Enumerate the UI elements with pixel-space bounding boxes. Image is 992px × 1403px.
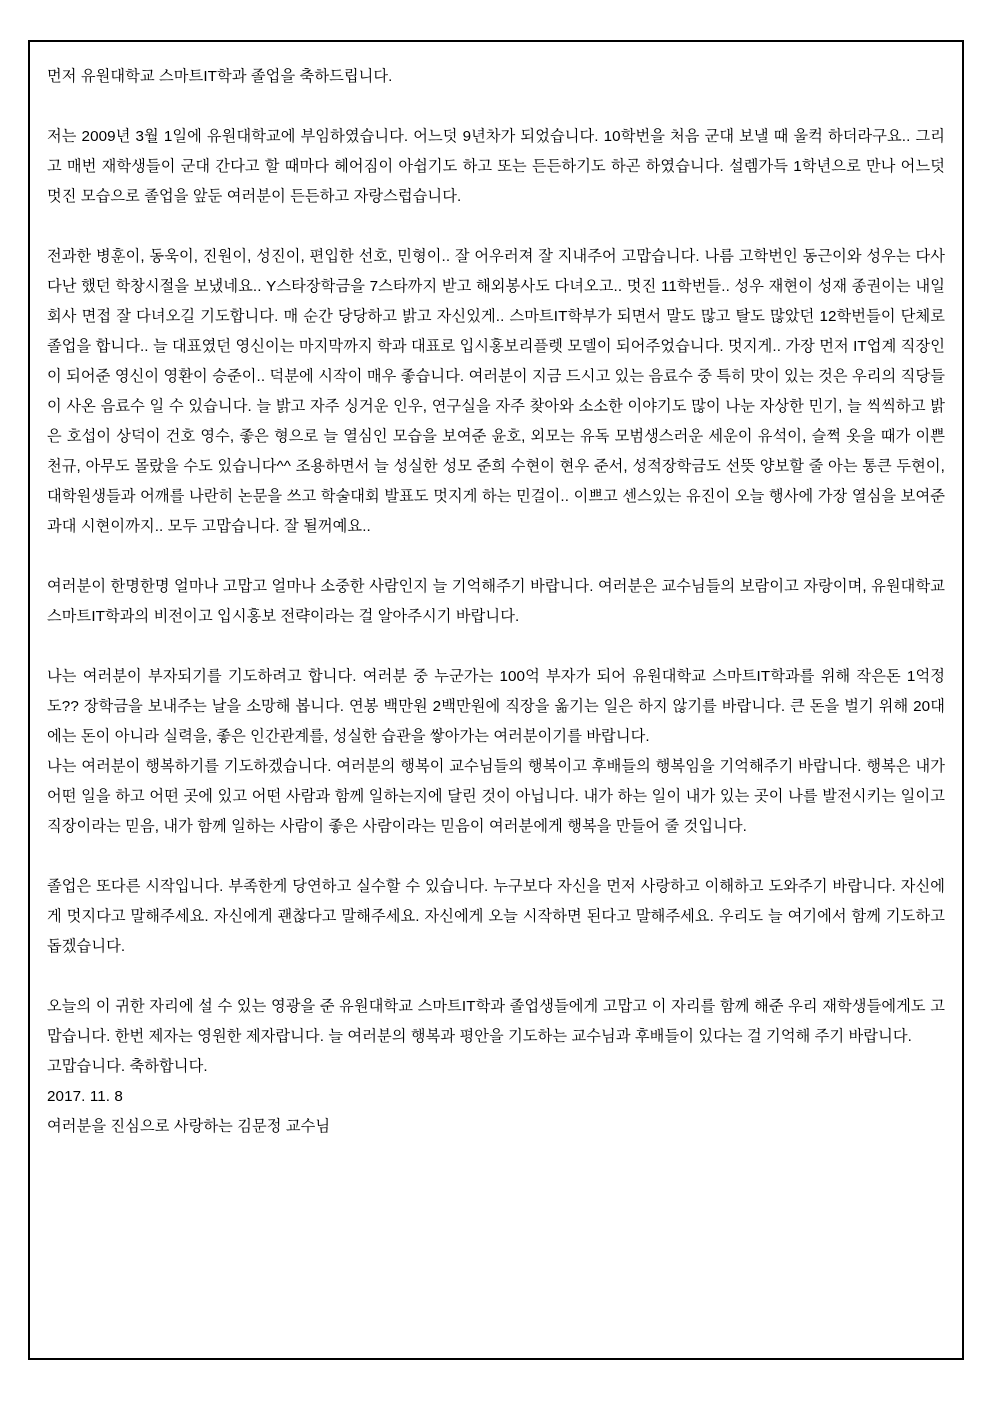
paragraph-spacer <box>47 542 945 572</box>
paragraph-wealth-prayer: 나는 여러분이 부자되기를 기도하려고 합니다. 여러분 중 누군가는 100억 부자가 되어 유원대학교 스마트IT학과를 위해 작은돈 1억정도?? 장학금을 보내주는 날을 소망해 봅니다. 연봉 백만원 2백만원에 직장을 옮기는 일은 하지 않기를 바랍니다. 큰 돈을 벌기 위해 20대에는 돈이 아니라 실력을, 좋은 인간관계를, 성실한 습관을 쌓아가는 여러분이기를 바랍니다. <box>47 668 945 745</box>
paragraph-signature-line: 여러분을 진심으로 사랑하는 김문정 교수님 <box>47 1118 331 1135</box>
paragraph-new-beginning: 졸업은 또다른 시작입니다. 부족한게 당연하고 실수할 수 있습니다. 누구보다 자신을 먼저 사랑하고 이해하고 도와주기 바랍니다. 자신에게 멋지다고 말해주세요. 자신에게 괜찮다고 말해주세요. 자신에게 오늘 시작하면 된다고 말해주세요. 우리도 늘 여기에서 함께 기도하고 돕겠습니다. <box>47 878 945 955</box>
paragraph-spacer <box>47 842 945 872</box>
paragraph-students-names: 전과한 병훈이, 동욱이, 진원이, 성진이, 편입한 선호, 민형이.. 잘 어우러져 잘 지내주어 고맙습니다. 나름 고학번인 동근이와 성우는 다사다난 했던 학창시절을 보냈네요.. Y스타장학금을 7스타까지 받고 해외봉사도 다녀오고.. 멋진 11학번들.. 성우 재현이 성재 종권이는 내일 회사 면접 잘 다녀오길 기도합니다. 매 순간 당당하고 밝고 자신있게.. 스마트IT학부가 되면서 말도 많고 탈도 많았던 12학번들이 단체로 졸업을 합니다.. 늘 대표였던 영신이는 마지막까지 학과 대표로 입시홍보리플렛 모델이 되어주었습니다. 멋지게.. 가장 먼저 IT업계 직장인이 되어준 영신이 영환이 승준이.. 덕분에 시작이 매우 좋습니다. 여러분이 지금 드시고 있는 음료수 중 특히 맛이 있는 것은 우리의 직당들이 사온 음료수 일 수 있습니다. 늘 밝고 자주 싱거운 인우, 연구실을 자주 찾아와 소소한 이야기도 많이 나눈 자상한 민기, 늘 씩씩하고 밝은 호섭이 상덕이 건호 영수, 좋은 형으로 늘 열심인 모습을 보여준 윤호, 외모는 유독 모범생스러운 세운이 유석이, 슬쩍 옷을 때가 이쁜 천규, 아무도 몰랐을 수도 있습니다^^ 조용하면서 늘 성실한 성모 준희 수현이 현우 준서, 성적장학금도 선뜻 양보할 줄 아는 통큰 두현이, 대학원생들과 어깨를 나란히 논문을 쓰고 학술대회 발표도 멋지게 하는 민걸이.. 이쁘고 센스있는 유진이 오늘 행사에 가장 열심을 보여준 과대 시현이까지.. 모두 고맙습니다. 잘 될꺼예요.. <box>47 248 945 535</box>
paragraph-greeting: 먼저 유원대학교 스마트IT학과 졸업을 축하드립니다. <box>47 68 393 85</box>
paragraph-tenure: 저는 2009년 3월 1일에 유원대학교에 부임하였습니다. 어느덧 9년차가 되었습니다. 10학번을 처음 군대 보낼 때 울컥 하더라구요.. 그리고 매번 재학생들이 군대 간다고 할 때마다 헤어짐이 아쉽기도 하고 또는 든든하기도 하곤 하였습니다. 설렘가득 1학년으로 만나 어느덧 멋진 모습으로 졸업을 앞둔 여러분이 든든하고 자랑스럽습니다. <box>47 128 945 205</box>
paragraph-closing-thanks: 오늘의 이 귀한 자리에 설 수 있는 영광을 준 유원대학교 스마트IT학과 졸업생들에게 고맙고 이 자리를 함께 해준 우리 재학생들에게도 고맙습니다. 한번 제자는 영원한 제자랍니다. 늘 여러분의 행복과 평안을 기도하는 교수님과 후배들이 있다는 걸 기억해 주기 바랍니다. <box>47 998 945 1045</box>
paragraph-date-line: 2017. 11. 8 <box>47 1088 123 1105</box>
paragraph-spacer <box>47 212 945 242</box>
paragraph-spacer <box>47 632 945 662</box>
paragraph-congrats-line: 고맙습니다. 축하합니다. <box>47 1058 208 1075</box>
paragraph-happiness-prayer: 나는 여러분이 행복하기를 기도하겠습니다. 여러분의 행복이 교수님들의 행복이고 후배들의 행복임을 기억해주기 바랍니다. 행복은 내가 어떤 일을 하고 어떤 곳에 있고 어떤 사람과 함께 일하는지에 달린 것이 아닙니다. 내가 하는 일이 내가 있는 곳이 나를 발전시키는 일이고 직장이라는 믿음, 내가 함께 일하는 사람이 좋은 사람이라는 믿음이 여러분에게 행복을 만들어 줄 것입니다. <box>47 758 945 835</box>
paragraph-spacer <box>47 92 945 122</box>
paragraph-spacer <box>47 962 945 992</box>
document-body <box>47 62 945 1142</box>
paragraph-precious: 여러분이 한명한명 얼마나 고맙고 얼마나 소중한 사람인지 늘 기억해주기 바랍니다. 여러분은 교수님들의 보람이고 자랑이며, 유원대학교 스마트IT학과의 비전이고 입시홍보 전략이라는 걸 알아주시기 바랍니다. <box>47 578 945 625</box>
